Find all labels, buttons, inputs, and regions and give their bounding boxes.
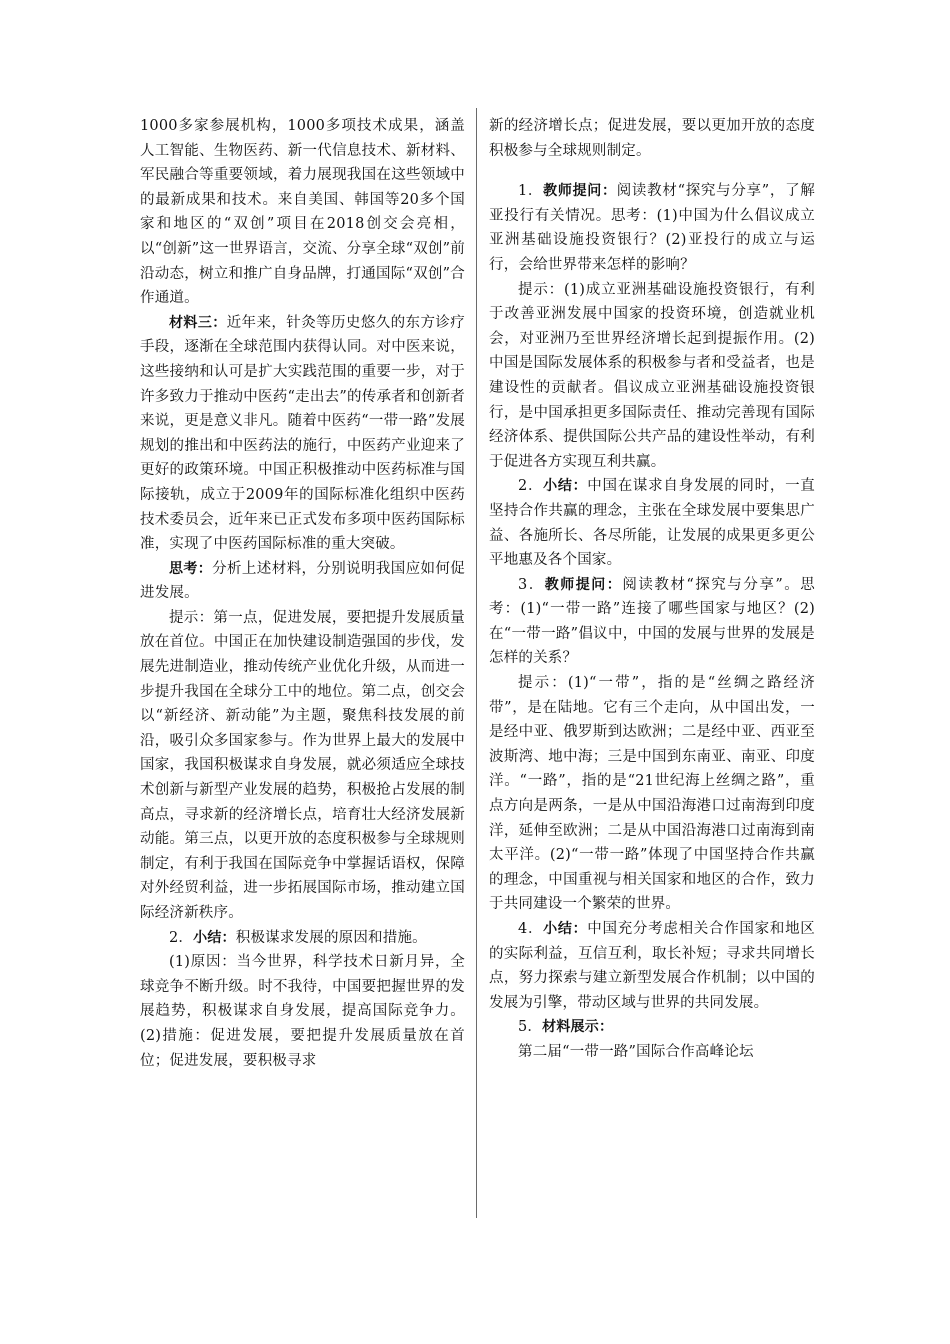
- question-3-number: 3．: [518, 576, 545, 593]
- summary-2-number: 2．: [518, 478, 544, 495]
- question-3-label: 教师提问：: [544, 576, 623, 593]
- question-1-label: 教师提问：: [543, 183, 617, 200]
- think-text: 分析上述材料，分别说明我国应如何促进发展。: [140, 560, 465, 602]
- material-three-label: 材料三：: [169, 314, 227, 331]
- question-3-text: 阅读教材“探究与分享”。思考：(1)“一带一路”连接了哪些国家与地区？(2)在“一带一路”倡议中，中国的发展与世界的发展是怎样的关系？: [489, 576, 815, 667]
- think-label: 思考：: [169, 560, 213, 577]
- teacher-question-3: [489, 573, 815, 671]
- material-5-label: 材料展示：: [542, 1019, 614, 1036]
- summary-2-label: 小结：: [543, 478, 588, 495]
- teacher-question-1: [489, 179, 815, 277]
- summary-4: [489, 917, 815, 1015]
- material-5-title: 第二届“一带一路”国际合作高峰论坛: [518, 1043, 754, 1060]
- summary-4-label: 小结：: [543, 921, 588, 937]
- material-three-text: 近年来，针灸等历史悠久的东方诊疗手段，逐渐在全球范围内获得认同。对中医来说，这些接纳和认可是扩大实践范围的重要一步，对于许多致力于推动中医药“走出去”的传承者和创新者来说，更是意义非凡。随着中医药“一带一路”发展规划的推出和中医药法的施行，中医药产业迎来了更好的政策环境。中国正积极推动中医药标准与国际接轨，成立于2009年的国际标准化组织中医药技术委员会，近年来已正式发布多项中医药国际标准，实现了中医药国际标准的重大突破。: [140, 314, 465, 553]
- material-three: [140, 311, 465, 557]
- continuation-paragraph: 新的经济增长点；促进发展，要以更加开放的态度积极参与全球规则制定。: [489, 118, 815, 159]
- summary-number: 2．: [169, 929, 194, 946]
- left-column: [140, 114, 465, 1073]
- summary-2-text: 中国在谋求自身发展的同时，一直坚持合作共赢的理念，主张在全球发展中要集思广益、各施所长、各尽所能，让发展的成果更多更公平地惠及各个国家。: [489, 478, 815, 569]
- right-column: [489, 114, 815, 1065]
- material-5-heading: [489, 1015, 815, 1040]
- question-1-text: 阅读教材“探究与分享”，了解亚投行有关情况。思考：(1)中国为什么倡议成立亚洲基础设施投资银行？(2)亚投行的成立与运行，会给世界带来怎样的影响？: [489, 183, 815, 273]
- summary-4-number: 4．: [518, 921, 544, 937]
- question-1-number: 1．: [518, 183, 544, 200]
- summary-4-text: 中国充分考虑相关合作国家和地区的实际利益，互信互利，取长补短；寻求共同增长点，努力探索与建立新型发展合作机制；以中国的发展为引擎，带动区域与世界的共同发展。: [489, 921, 815, 1011]
- think-question: [140, 557, 465, 606]
- material-5-number: 5．: [518, 1019, 543, 1036]
- summary-heading: [140, 926, 465, 951]
- summary-label: 小结：: [193, 929, 236, 946]
- summary-detail: (1)原因：当今世界，科学技术日新月异，全球竞争不断升级。时不我待，中国要把握世界的发展趋势，积极谋求自身发展，提高国际竞争力。(2)措施：促进发展，要把提升发展质量放在首位；促进发展，要积极寻求: [140, 954, 465, 1069]
- paragraph-exhibition: 1000多家参展机构，1000多项技术成果，涵盖人工智能、生物医药、新一代信息技术、新材料、军民融合等重要领域，着力展现我国在这些领域中的最新成果和技术。来自美国、韩国等20多个国家和地区的“双创”项目在2018创交会亮相，以“创新”这一世界语言，交流、分享全球“双创”前沿动态，树立和推广自身品牌，打通国际“双创”合作通道。: [140, 118, 465, 307]
- section-gap: [489, 163, 815, 179]
- hint-1: 提示：(1)成立亚洲基础设施投资银行，有利于改善亚洲发展中国家的投资环境，创造就业机会，对亚洲乃至世界经济增长起到提振作用。(2)中国是国际发展体系的积极参与者和受益者，也是建设性的贡献者。倡议成立亚洲基础设施投资银行，是中国承担更多国际责任、推动完善现有国际经济体系、提供国际公共产品的建设性举动，有利于促进各方实现互利共赢。: [489, 281, 815, 470]
- column-divider: [476, 108, 477, 1218]
- hint-paragraph: 提示：第一点，促进发展，要把提升发展质量放在首位。中国正在加快建设制造强国的步伐，发展先进制造业，推动传统产业优化升级，从而进一步提升我国在全球分工中的地位。第二点，创交会以“新经济、新动能”为主题，聚焦科技发展的前沿，吸引众多国家参与。作为世界上最大的发展中国家，我国积极谋求自身发展，就必须适应全球技术创新与新型产业发展的趋势，积极抢占发展的制高点，寻求新的经济增长点，培育壮大经济发展新动能。第三点，以更开放的态度积极参与全球规则制定，有利于我国在国际竞争中掌握话语权，保障对外经贸利益，进一步拓展国际市场，推动建立国际经济新秩序。: [140, 609, 465, 921]
- hint-3: 提示：(1)“一带”，指的是“丝绸之路经济带”，是在陆地。它有三个走向，从中国出发，一是经中亚、俄罗斯到达欧洲；二是经中亚、西亚至波斯湾、地中海；三是中国到东南亚、南亚、印度洋。“一路”，指的是“21世纪海上丝绸之路”，重点方向是两条，一是从中国沿海港口过南海到印度洋，延伸至欧洲；二是从中国沿海港口过南海到南太平洋。(2)“一带一路”体现了中国坚持合作共赢的理念，中国重视与相关国家和地区的合作，致力于共同建设一个繁荣的世界。: [489, 675, 815, 913]
- summary-text: 积极谋求发展的原因和措施。: [235, 929, 427, 946]
- summary-2: [489, 474, 815, 572]
